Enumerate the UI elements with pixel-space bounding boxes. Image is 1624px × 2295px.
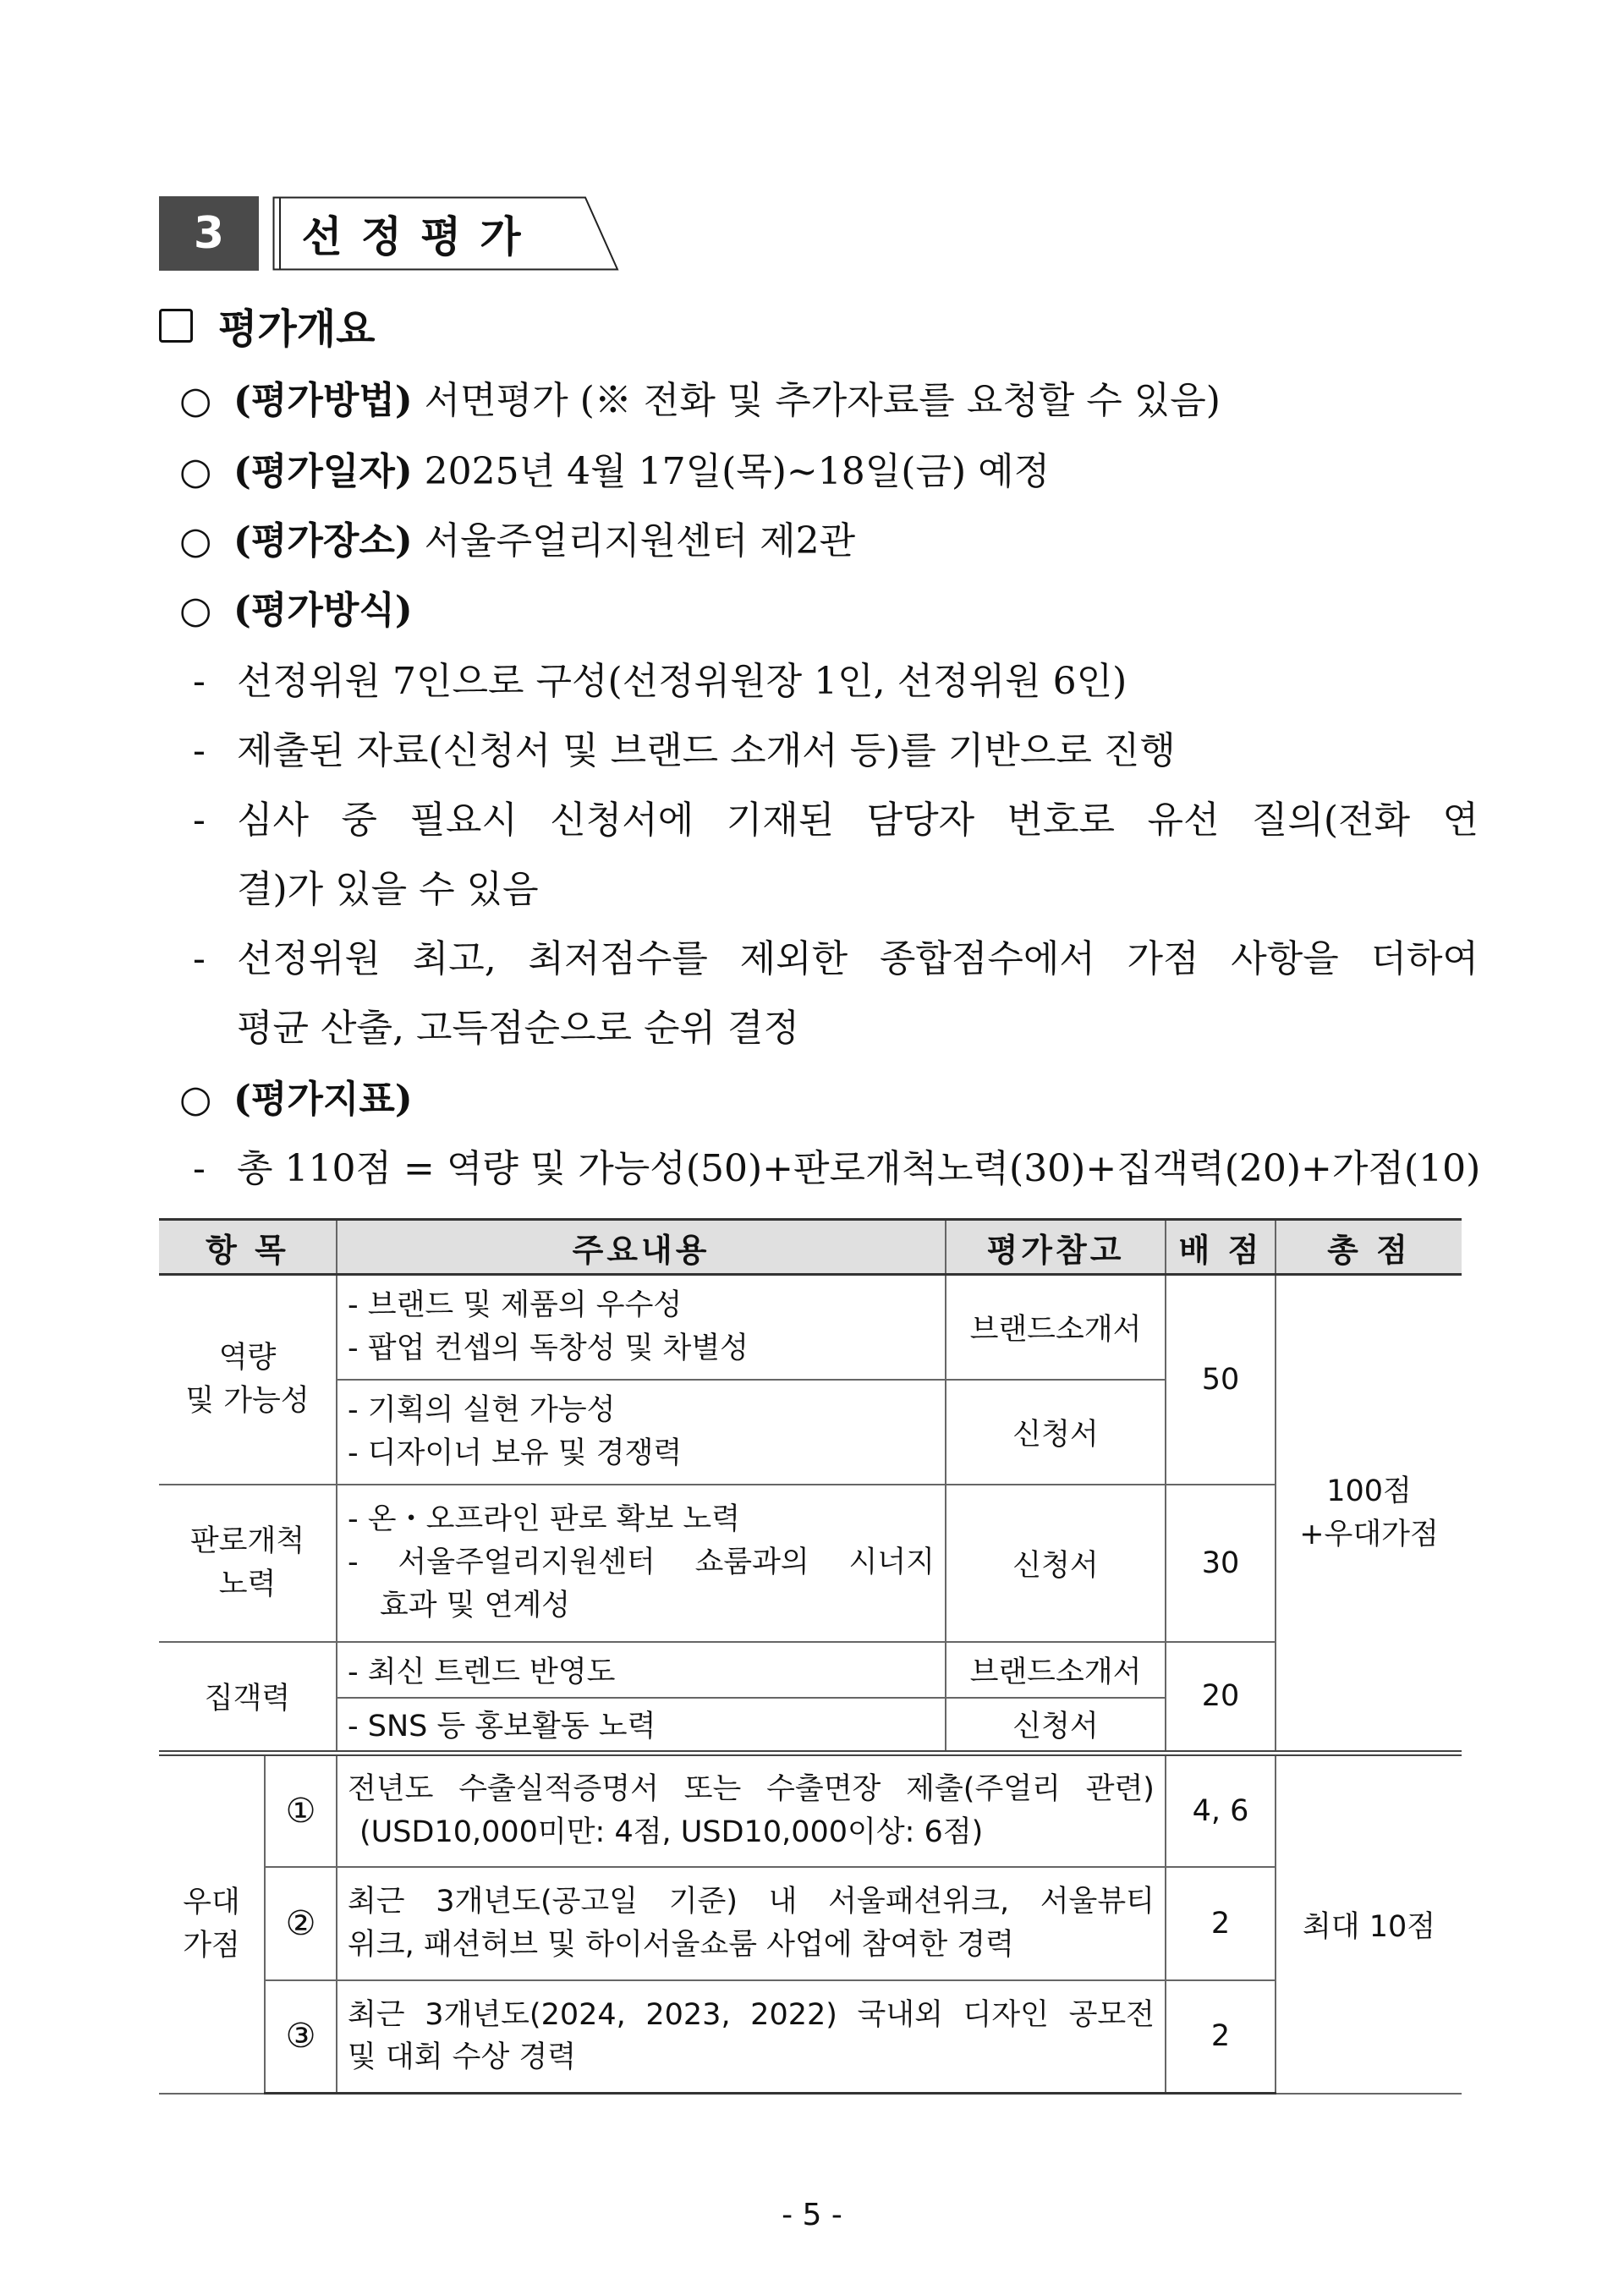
- index-label: (평가지표): [233, 1078, 413, 1121]
- content-cell: - 최신 트렌드 반영도: [337, 1642, 946, 1698]
- section-title-box: [272, 196, 619, 271]
- way-item: - 선정위원 7인으로 구성(선정위원장 1인, 선정위원 6인): [193, 660, 1127, 703]
- score-cell: 4, 6: [1166, 1754, 1276, 1867]
- index-text: 총 110점 = 역량 및 가능성(50)+판로개척노력(30)+집객력(20)+가점(10): [237, 1147, 1481, 1190]
- table-row: [159, 1754, 1462, 1867]
- index-item: - 총 110점 = 역량 및 가능성(50)+판로개척노력(30)+집객력(20)+가점(10): [193, 1147, 1481, 1190]
- way-item-cont: 결)가 있을 수 있음: [237, 868, 539, 911]
- content-cell: 최근 3개년도(공고일 기준) 내 서울패션위크, 서울뷰티 위크, 패션허브 및 하이서울쇼룸 사업에 참여한 경력: [337, 1867, 1166, 1980]
- content-cell: - SNS 등 홍보활동 노력: [337, 1698, 946, 1754]
- bullet-method: [179, 379, 1221, 422]
- circle-bullet-icon: ○: [179, 379, 212, 422]
- circle-bullet-icon: ○: [179, 1078, 212, 1121]
- bullet-place: [179, 519, 856, 563]
- table-row: [159, 1642, 1462, 1698]
- reference-cell: 신청서: [946, 1380, 1166, 1485]
- reference-cell: 브랜드소개서: [946, 1275, 1166, 1380]
- table-header-row: [159, 1220, 1462, 1275]
- category-attraction: 집객력: [159, 1642, 337, 1754]
- section-number: 3: [159, 196, 259, 271]
- header-total: 총 점: [1276, 1220, 1462, 1275]
- bonus-number: ③: [265, 1980, 337, 2094]
- table-row: [159, 1867, 1462, 1980]
- score-cell: 20: [1166, 1642, 1276, 1754]
- way-item-cont: 평균 산출, 고득점순으로 순위 결정: [237, 1007, 799, 1050]
- method-text: 서면평가 (※ 전화 및 추가자료를 요청할 수 있음): [424, 379, 1221, 422]
- score-cell: 2: [1166, 1867, 1276, 1980]
- content-cell: - 브랜드 및 제품의 우수성 - 팝업 컨셉의 독창성 및 차별성: [337, 1275, 946, 1380]
- way-item: - 제출된 자료(신청서 및 브랜드 소개서 등)를 기반으로 진행: [193, 729, 1176, 772]
- score-cell: 50: [1166, 1275, 1276, 1485]
- date-text: 2025년 4월 17일(목)~18일(금) 예정: [424, 450, 1051, 493]
- bonus-number: ①: [265, 1754, 337, 1867]
- content-cell: 전년도 수출실적증명서 또는 수출면장 제출(주얼리 관련) (USD10,000미만: 4점, USD10,000이상: 6점): [337, 1754, 1166, 1867]
- header-content: 주요내용: [337, 1220, 946, 1275]
- header-score: 배 점: [1166, 1220, 1276, 1275]
- table-row: [159, 1980, 1462, 2094]
- overview-title: 평가개요: [218, 305, 376, 353]
- score-cell: 30: [1166, 1485, 1276, 1642]
- bonus-total-cell: 최대 10점: [1276, 1754, 1462, 2094]
- place-label: (평가장소): [233, 519, 413, 563]
- table-row: [159, 1275, 1462, 1380]
- reference-cell: 신청서: [946, 1485, 1166, 1642]
- content-cell: 최근 3개년도(2024, 2023, 2022) 국내외 디자인 공모전 및 대회 수상 경력: [337, 1980, 1166, 2094]
- date-label: (평가일자): [233, 450, 413, 493]
- method-label: (평가방법): [233, 379, 413, 422]
- circle-bullet-icon: ○: [179, 589, 212, 632]
- total-cell: 100점 +우대가점: [1276, 1275, 1462, 1754]
- evaluation-table: [159, 1218, 1462, 2095]
- category-market: 판로개척 노력: [159, 1485, 337, 1642]
- reference-cell: 브랜드소개서: [946, 1642, 1166, 1698]
- bullet-index: [179, 1078, 413, 1121]
- section-title: 선정평가: [301, 212, 540, 261]
- category-bonus: 우대 가점: [159, 1754, 265, 2094]
- header-reference: 평가참고: [946, 1220, 1166, 1275]
- circle-bullet-icon: ○: [179, 450, 212, 493]
- way-label: (평가방식): [233, 589, 413, 632]
- category-capability: 역량 및 가능성: [159, 1275, 337, 1485]
- score-cell: 2: [1166, 1980, 1276, 2094]
- page-number: - 5 -: [782, 2198, 842, 2232]
- bonus-number: ②: [265, 1867, 337, 1980]
- way-item: - 심사 중 필요시 신청서에 기재된 담당자 번호로 유선 질의(전화 연: [193, 799, 1479, 842]
- bullet-date: [179, 450, 1051, 493]
- circle-bullet-icon: ○: [179, 519, 212, 563]
- header-item: 항 목: [159, 1220, 337, 1275]
- content-cell: - 온・오프라인 판로 확보 노력 - 서울주얼리지원센터 쇼룸과의 시너지 효과 및 연계성: [337, 1485, 946, 1642]
- place-text: 서울주얼리지원센터 제2관: [424, 519, 856, 563]
- way-item: - 선정위원 최고, 최저점수를 제외한 종합점수에서 가점 사항을 더하여: [193, 937, 1479, 980]
- content-cell: - 기획의 실현 가능성 - 디자이너 보유 및 경쟁력: [337, 1380, 946, 1485]
- table-row: [159, 1485, 1462, 1642]
- checkbox-square-icon: [159, 309, 193, 343]
- reference-cell: 신청서: [946, 1698, 1166, 1754]
- bullet-way: [179, 589, 413, 632]
